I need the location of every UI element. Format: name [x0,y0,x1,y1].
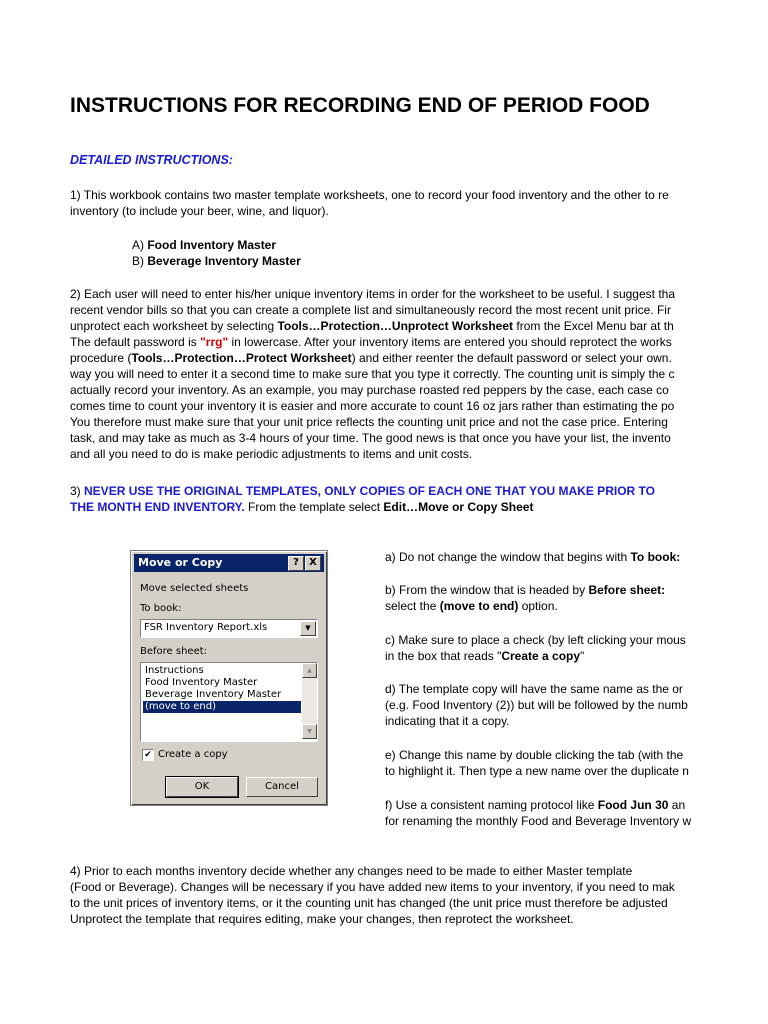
paragraph-3-line [70,499,655,515]
step-line: indicating that it a copy. [385,714,510,728]
paragraph-1-line: 1) This workbook contains two master template worksheets, one to record your food inventory and the other to re [70,188,669,202]
paragraph-2-line: You therefore must make sure that your unit price reflects the counting unit price and not the case price. Entering [70,415,668,429]
move-or-copy-dialog [130,550,328,806]
help-button[interactable]: ? [288,556,304,571]
paragraph-2-line: recent vendor bills so that you can create a complete list and simultaneously record the most recent unit price. Fir [70,303,671,317]
detailed-instructions-heading: DETAILED INSTRUCTIONS: [70,153,233,167]
before-sheet-label: Before sheet: [140,646,208,657]
step-f [385,797,691,829]
paragraph-2-line [70,318,675,334]
text-run-bold: Create a copy [501,649,581,663]
paragraph-1-line: inventory (to include your beer, wine, and liquor). [70,204,329,218]
step-e [385,747,689,779]
step-d [385,681,688,729]
text-run: select the [385,599,440,613]
cancel-button[interactable]: Cancel [246,777,318,797]
paragraph-3-line [70,483,655,499]
step-line [385,648,686,664]
scroll-down-icon[interactable]: ▼ [302,724,317,739]
list-scrollbar[interactable] [302,663,317,739]
text-run-bold: (move to end) [439,599,519,613]
list-item-text: Food Inventory Master [147,238,277,252]
menu-path-unprotect: Tools…Protection…Unprotect Worksheet [277,319,514,333]
paragraph-4-line: (Food or Beverage). Changes will be necessary if you have added new items to your inventory, if you need to mak [70,880,675,894]
list-item-text: Beverage Inventory Master [147,254,301,268]
paragraph-2-line: task, and may take as much as 3-4 hours of your time. The good news is that once you have your list, the invento [70,431,671,445]
text-run: 3) [70,484,85,498]
dialog-titlebar [134,554,324,572]
text-run: b) From the window that is headed by [385,583,589,597]
text-run: in lowercase. After your inventory items are entered you should reprotect the works [228,335,672,349]
menu-path-protect: Tools…Protection…Protect Worksheet [131,351,352,365]
text-run: ) and either reenter the default password or select your own. [351,351,672,365]
text-run: f) Use a consistent naming protocol like [385,798,598,812]
step-line: e) Change this name by double clicking the tab (with the [385,748,684,762]
text-run-bold: Before sheet: [588,583,666,597]
step-line: for renaming the monthly Food and Beverage Inventory w [385,814,692,828]
sheet-list-item[interactable]: Instructions [145,665,204,676]
text-run: " [580,649,585,663]
text-run: in the box that reads " [385,649,502,663]
paragraph-2-line: 2) Each user will need to enter his/her unique inventory items in order for the worksheet to be useful. I suggest tha [70,287,675,301]
dropdown-arrow-icon[interactable]: ▼ [300,621,316,636]
text-run: a) Do not change the window that begins with [385,550,631,564]
paragraph-2 [70,286,675,462]
step-line: d) The template copy will have the same name as the or [385,682,683,696]
step-c [385,632,686,664]
text-run: unprotect each worksheet by selecting [70,319,278,333]
menu-path-move-copy: Edit…Move or Copy Sheet [383,500,534,514]
list-item [132,253,301,269]
text-run: an [668,798,686,812]
text-run: From the template select [244,500,384,514]
step-line [385,598,665,614]
paragraph-4-line: Unprotect the template that requires editing, make your changes, then reprotect the worksheet. [70,912,574,926]
paragraph-4-line: 4) Prior to each months inventory decide whether any changes need to be made to either Master template [70,864,633,878]
sheet-list-item[interactable]: Beverage Inventory Master [145,689,282,700]
step-line: to highlight it. Then type a new name over the duplicate n [385,764,689,778]
to-book-select[interactable] [140,619,318,638]
paragraph-2-line [70,334,675,350]
list-item-prefix: B) [132,254,148,268]
sheet-list-item-selected[interactable]: (move to end) [143,701,301,713]
text-run: procedure ( [70,351,132,365]
text-run-bold: Food Jun 30 [597,798,669,812]
dialog-title: Move or Copy [138,556,223,569]
paragraph-2-line [70,350,675,366]
warning-text: NEVER USE THE ORIGINAL TEMPLATES, ONLY COPIES OF EACH ONE THAT YOU MAKE PRIOR TO [84,484,655,498]
worksheet-list [132,237,301,269]
page-title: INSTRUCTIONS FOR RECORDING END OF PERIOD FOOD [70,94,650,117]
create-copy-checkbox[interactable] [142,749,154,761]
step-line: (e.g. Food Inventory (2)) but will be followed by the numb [385,698,688,712]
ok-button[interactable]: OK [166,777,238,797]
sheet-list-item[interactable]: Food Inventory Master [145,677,258,688]
paragraph-3 [70,483,655,515]
paragraph-2-line: comes time to count your inventory it is easier and more accurate to count 16 oz jars rather than estimating the po [70,399,675,413]
to-book-label: To book: [140,603,182,614]
text-run: from the Excel Menu bar at th [513,319,674,333]
before-sheet-list[interactable] [140,662,318,742]
step-line: c) Make sure to place a check (by left clicking your mous [385,633,686,647]
paragraph-4-line: to the unit prices of inventory items, or it the counting unit has changed (the unit price must therefore be adjusted [70,896,668,910]
paragraph-2-line: actually record your inventory. As an example, you may purchase roasted red peppers by the case, each case co [70,383,669,397]
default-password: "rrg" [200,335,229,349]
move-selected-sheets-label: Move selected sheets [140,583,249,594]
step-line [385,582,665,598]
text-run: The default password is [70,335,201,349]
list-item-prefix: A) [132,238,148,252]
close-button[interactable]: X [305,556,321,571]
checkmark-icon: ✔ [144,750,152,760]
text-run-bold: To book: [630,550,681,564]
step-b [385,582,665,614]
paragraph-2-line: and all you need to do is make periodic adjustments to items and unit costs. [70,447,473,461]
text-run: option. [518,599,558,613]
step-line [385,797,691,813]
scroll-up-icon[interactable]: ▲ [302,663,317,678]
create-copy-label: Create a copy [158,749,228,760]
paragraph-1 [70,187,669,219]
warning-text: THE MONTH END INVENTORY. [70,500,245,514]
paragraph-4 [70,863,675,927]
step-a [385,549,680,565]
paragraph-2-line: way you will need to enter it a second time to make sure that you type it correctly. The counting unit is simply the c [70,367,675,381]
to-book-value: FSR Inventory Report.xls [144,622,268,633]
list-item [132,237,301,253]
